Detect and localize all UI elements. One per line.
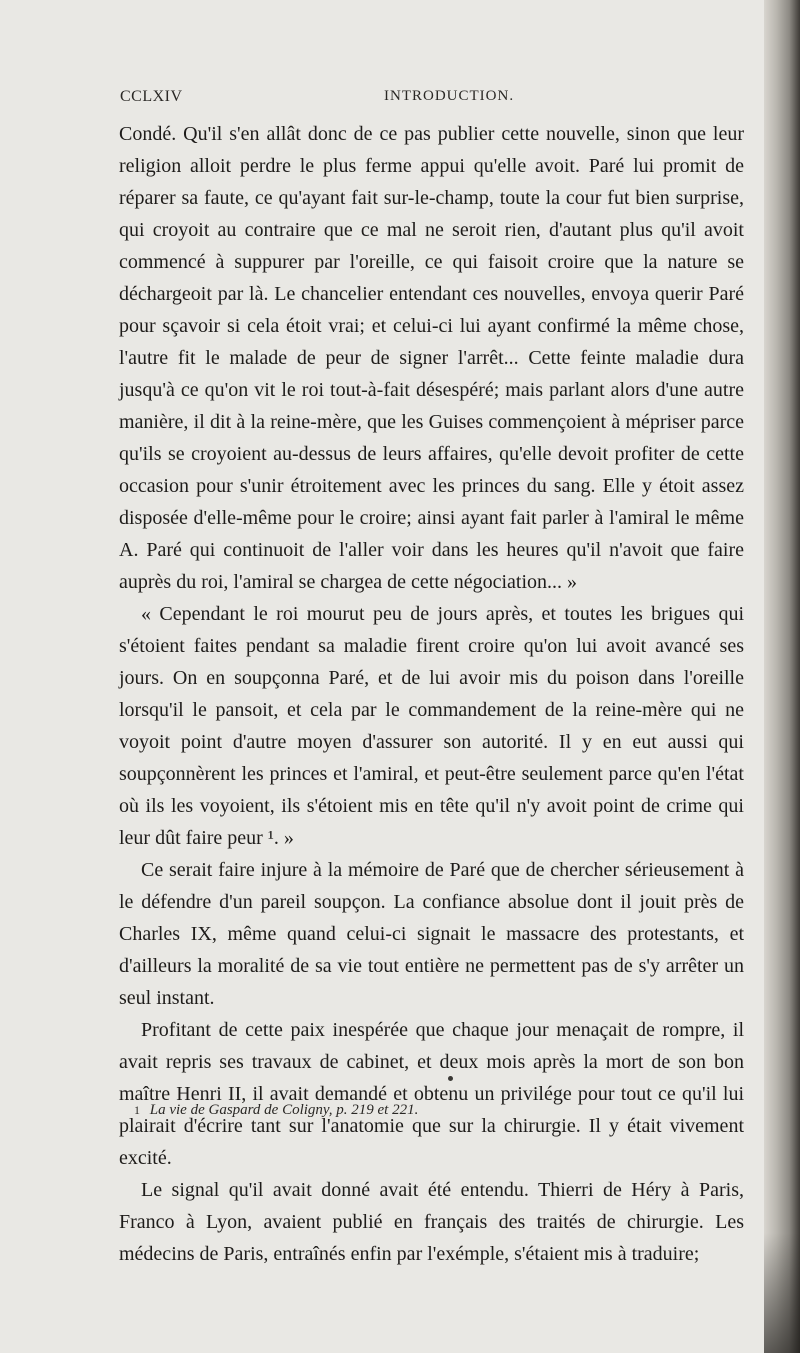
- paragraph-2: « Cependant le roi mourut peu de jours après, et toutes les brigues qui s'étoient faites pendant sa maladie firent croire qu'on lui avoit avancé ses jours. On en soupçonna Paré, et de lui avoir mis du poison dans l'oreille lorsqu'il le pansoit, et cela par le commandement de la reine-mère qui ne voyoit point d'autre moyen d'assurer son autorité. Il y en eut aussi qui soupçonnèrent les princes et l'amiral, et peut-être seulement parce qu'en l'état où ils les voyoient, ils s'étoient mis en tête qu'il n'y avoit point de crime qui leur dût faire peur ¹. »: [119, 603, 744, 849]
- footnote: [134, 1102, 714, 1119]
- paragraph-1: Condé. Qu'il s'en allât donc de ce pas publier cette nouvelle, sinon que leur religion alloit perdre le plus ferme appui qu'elle avoit. Paré lui promit de réparer sa faute, ce qu'ayant fait sur-le-champ, toute la cour fut bien surprise, qui croyoit au contraire que ce mal ne seroit rien, d'autant plus qu'il avoit commencé à suppurer par l'oreille, ce qui faisoit croire que la nature se déchargeoit par là. Le chancelier entendant ces nouvelles, envoya querir Paré pour sçavoir si cela étoit vrai; et celui-ci lui ayant confirmé la même chose, l'autre fit le malade de peur de signer l'arrêt... Cette feinte maladie dura jusqu'à ce qu'on vit le roi tout-à-fait désespéré; mais parlant alors d'une autre manière, il dit à la reine-mère, que les Guises commençoient à mépriser parce qu'ils se croyoient au-dessus de leurs affaires, qu'elle devoit profiter de cette occasion pour s'unir étroitement avec les princes du sang. Elle y étoit assez disposée d'elle-même pour le croire; ainsi ayant fait parler à l'amiral le même A. Paré qui continuoit de l'aller voir dans les heures qu'il n'avoit que faire auprès du roi, l'amiral se chargea de cette négociation... »: [119, 123, 744, 593]
- body-text: [119, 118, 744, 1270]
- ink-dot: [448, 1076, 453, 1081]
- running-head: [120, 88, 720, 112]
- page-folio: CCLXIV: [120, 88, 183, 105]
- page-corner-shadow: [764, 1233, 800, 1353]
- paragraph-3: Ce serait faire injure à la mémoire de Paré que de chercher sérieusement à le défendre d'un pareil soupçon. La confiance absolue dont il jouit près de Charles IX, même quand celui-ci signait le massacre des protestants, et d'ailleurs la moralité de sa vie tout entière ne permettent pas de s'y arrêter un seul instant.: [119, 859, 744, 1009]
- footnote-mark: 1: [134, 1103, 140, 1117]
- paragraph-4: Profitant de cette paix inespérée que chaque jour menaçait de rompre, il avait repris ses travaux de cabinet, et deux mois après la mort de son bon maître Henri II, il avait demandé et obtenu un privilége pour tout ce qu'il lui plairait d'écrire tant sur l'anatomie que sur la chirurgie. Il y était vivement excité.: [119, 1019, 744, 1169]
- paragraph-5: Le signal qu'il avait donné avait été entendu. Thierri de Héry à Paris, Franco à Lyon, avaient publié en français des traités de chirurgie. Les médecins de Paris, entraînés enfin par l'exémple, s'étaient mis à traduire;: [119, 1179, 744, 1265]
- page-edge-shadow: [764, 0, 800, 1353]
- footnote-text: La vie de Gaspard de Coligny, p. 219 et 221.: [149, 1102, 419, 1118]
- running-head-title: INTRODUCTION.: [384, 88, 515, 104]
